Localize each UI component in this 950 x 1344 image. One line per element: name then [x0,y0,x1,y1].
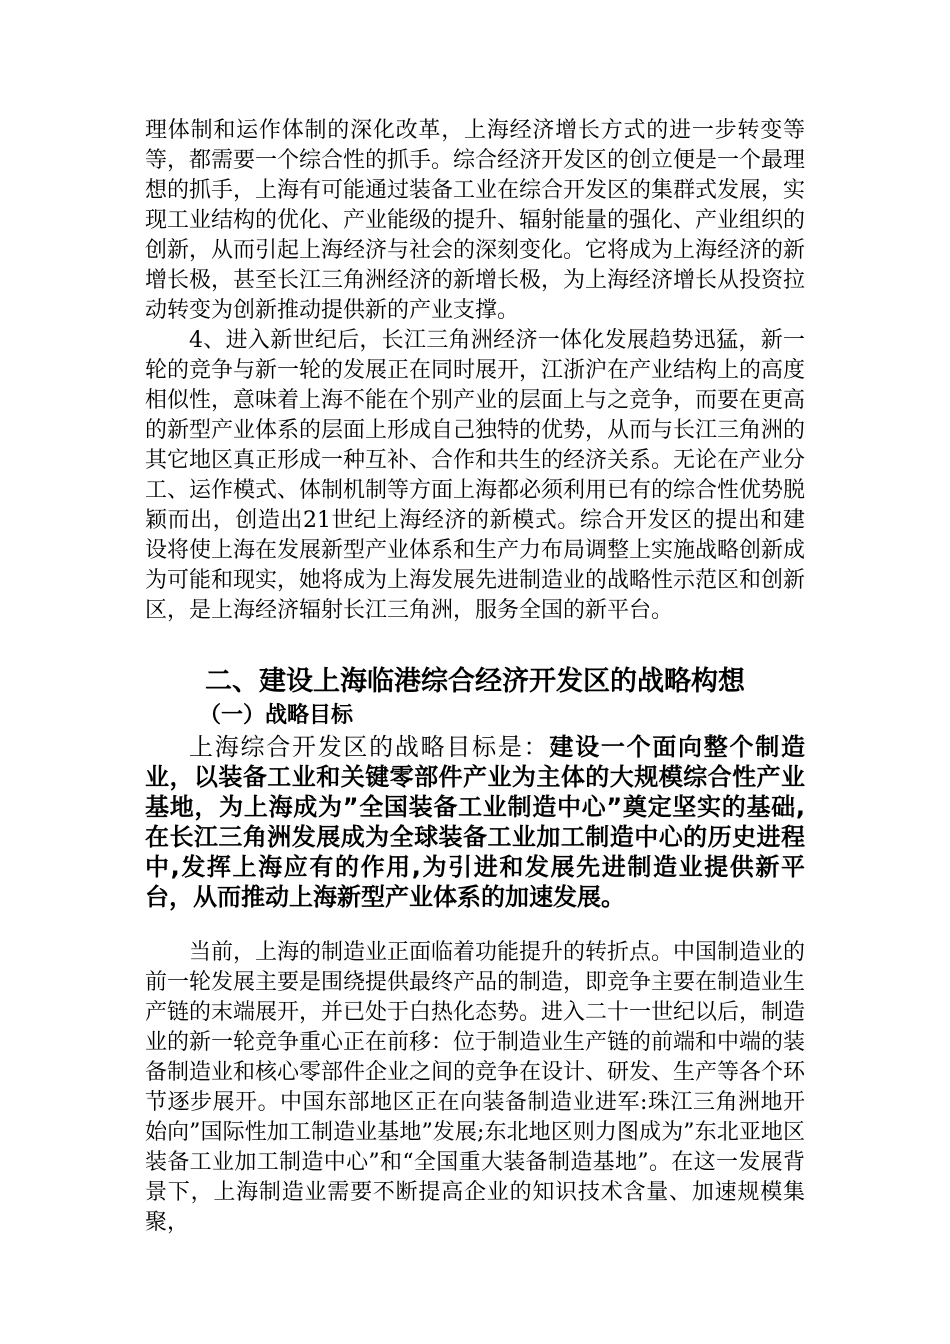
section-heading: 二、建设上海临港综合经济开发区的战略构想 [205,666,745,697]
goal-bold-text: 建设一个面向整个制造业，以装备工业和关键零部件产业为主体的大规模综合性产业基地，为上海成为”全国装备工业制造中心”奠定坚实的基础,在长江三角洲发展成为全球装备工业加工制造中心的历史进程中,发挥上海应有的作用,为引进和发展先进制造业提供新平台，从而推动上海新型产业体系的加速发展。 [145,733,806,911]
body-paragraph: 当前，上海的制造业正面临着功能提升的转折点。中国制造业的前一轮发展主要是围绕提供最终产品的制造，即竞争主要在制造业生产链的末端展开，并已处于白热化态势。进入二十一世纪以后，制造业的新一轮竞争重心正在前移：位于制造业生产链的前端和中端的装备制造业和核心零部件企业之间的竞争在设计、研发、生产等各个环节逐步展开。中国东部地区正在向装备制造业进军:珠江三角洲地开始向”国际性加工制造业基地”发展;东北地区则力图成为”东北亚地区装备工业加工制造中心”和“全国重大装备制造基地”。在这一发展背景下，上海制造业需要不断提高企业的知识技术含量、加速规模集聚， [145,940,806,1235]
body-paragraph: 4、进入新世纪后，长江三角洲经济一体化发展趋势迅猛，新一轮的竞争与新一轮的发展正在同时展开，江浙沪在产业结构上的高度相似性，意味着上海不能在个别产业的层面上与之竞争，而要在更高的新型产业体系的层面上形成自己独特的优势，从而与长江三角洲的其它地区真正形成一种互补、合作和共生的经济关系。无论在产业分工、运作模式、体制机制等方面上海都必须利用已有的综合性优势脱颖而出，创造出21世纪上海经济的新模式。综合开发区的提出和建设将使上海在发展新型产业体系和生产力布局调整上实施战略创新成为可能和现实，她将成为上海发展先进制造业的战略性示范区和创新区，是上海经济辐射长江三角洲，服务全国的新平台。 [145,328,806,623]
subsection-heading: （一）战略目标 [199,703,354,728]
body-paragraph: 理体制和运作体制的深化改革，上海经济增长方式的进一步转变等等，都需要一个综合性的抓手。综合经济开发区的创立便是一个最理想的抓手，上海有可能通过装备工业在综合开发区的集群式发展，实现工业结构的优化、产业能级的提升、辐射能量的强化、产业组织的创新，从而引起上海经济与社会的深刻变化。它将成为上海经济的新增长极，甚至长江三角洲经济的新增长极，为上海经济增长从投资拉动转变为创新推动提供新的产业支撑。 [145,118,806,323]
goal-lead-text: 上海综合开发区的战略目标是： [189,733,550,761]
strategic-goal-paragraph [145,732,805,912]
